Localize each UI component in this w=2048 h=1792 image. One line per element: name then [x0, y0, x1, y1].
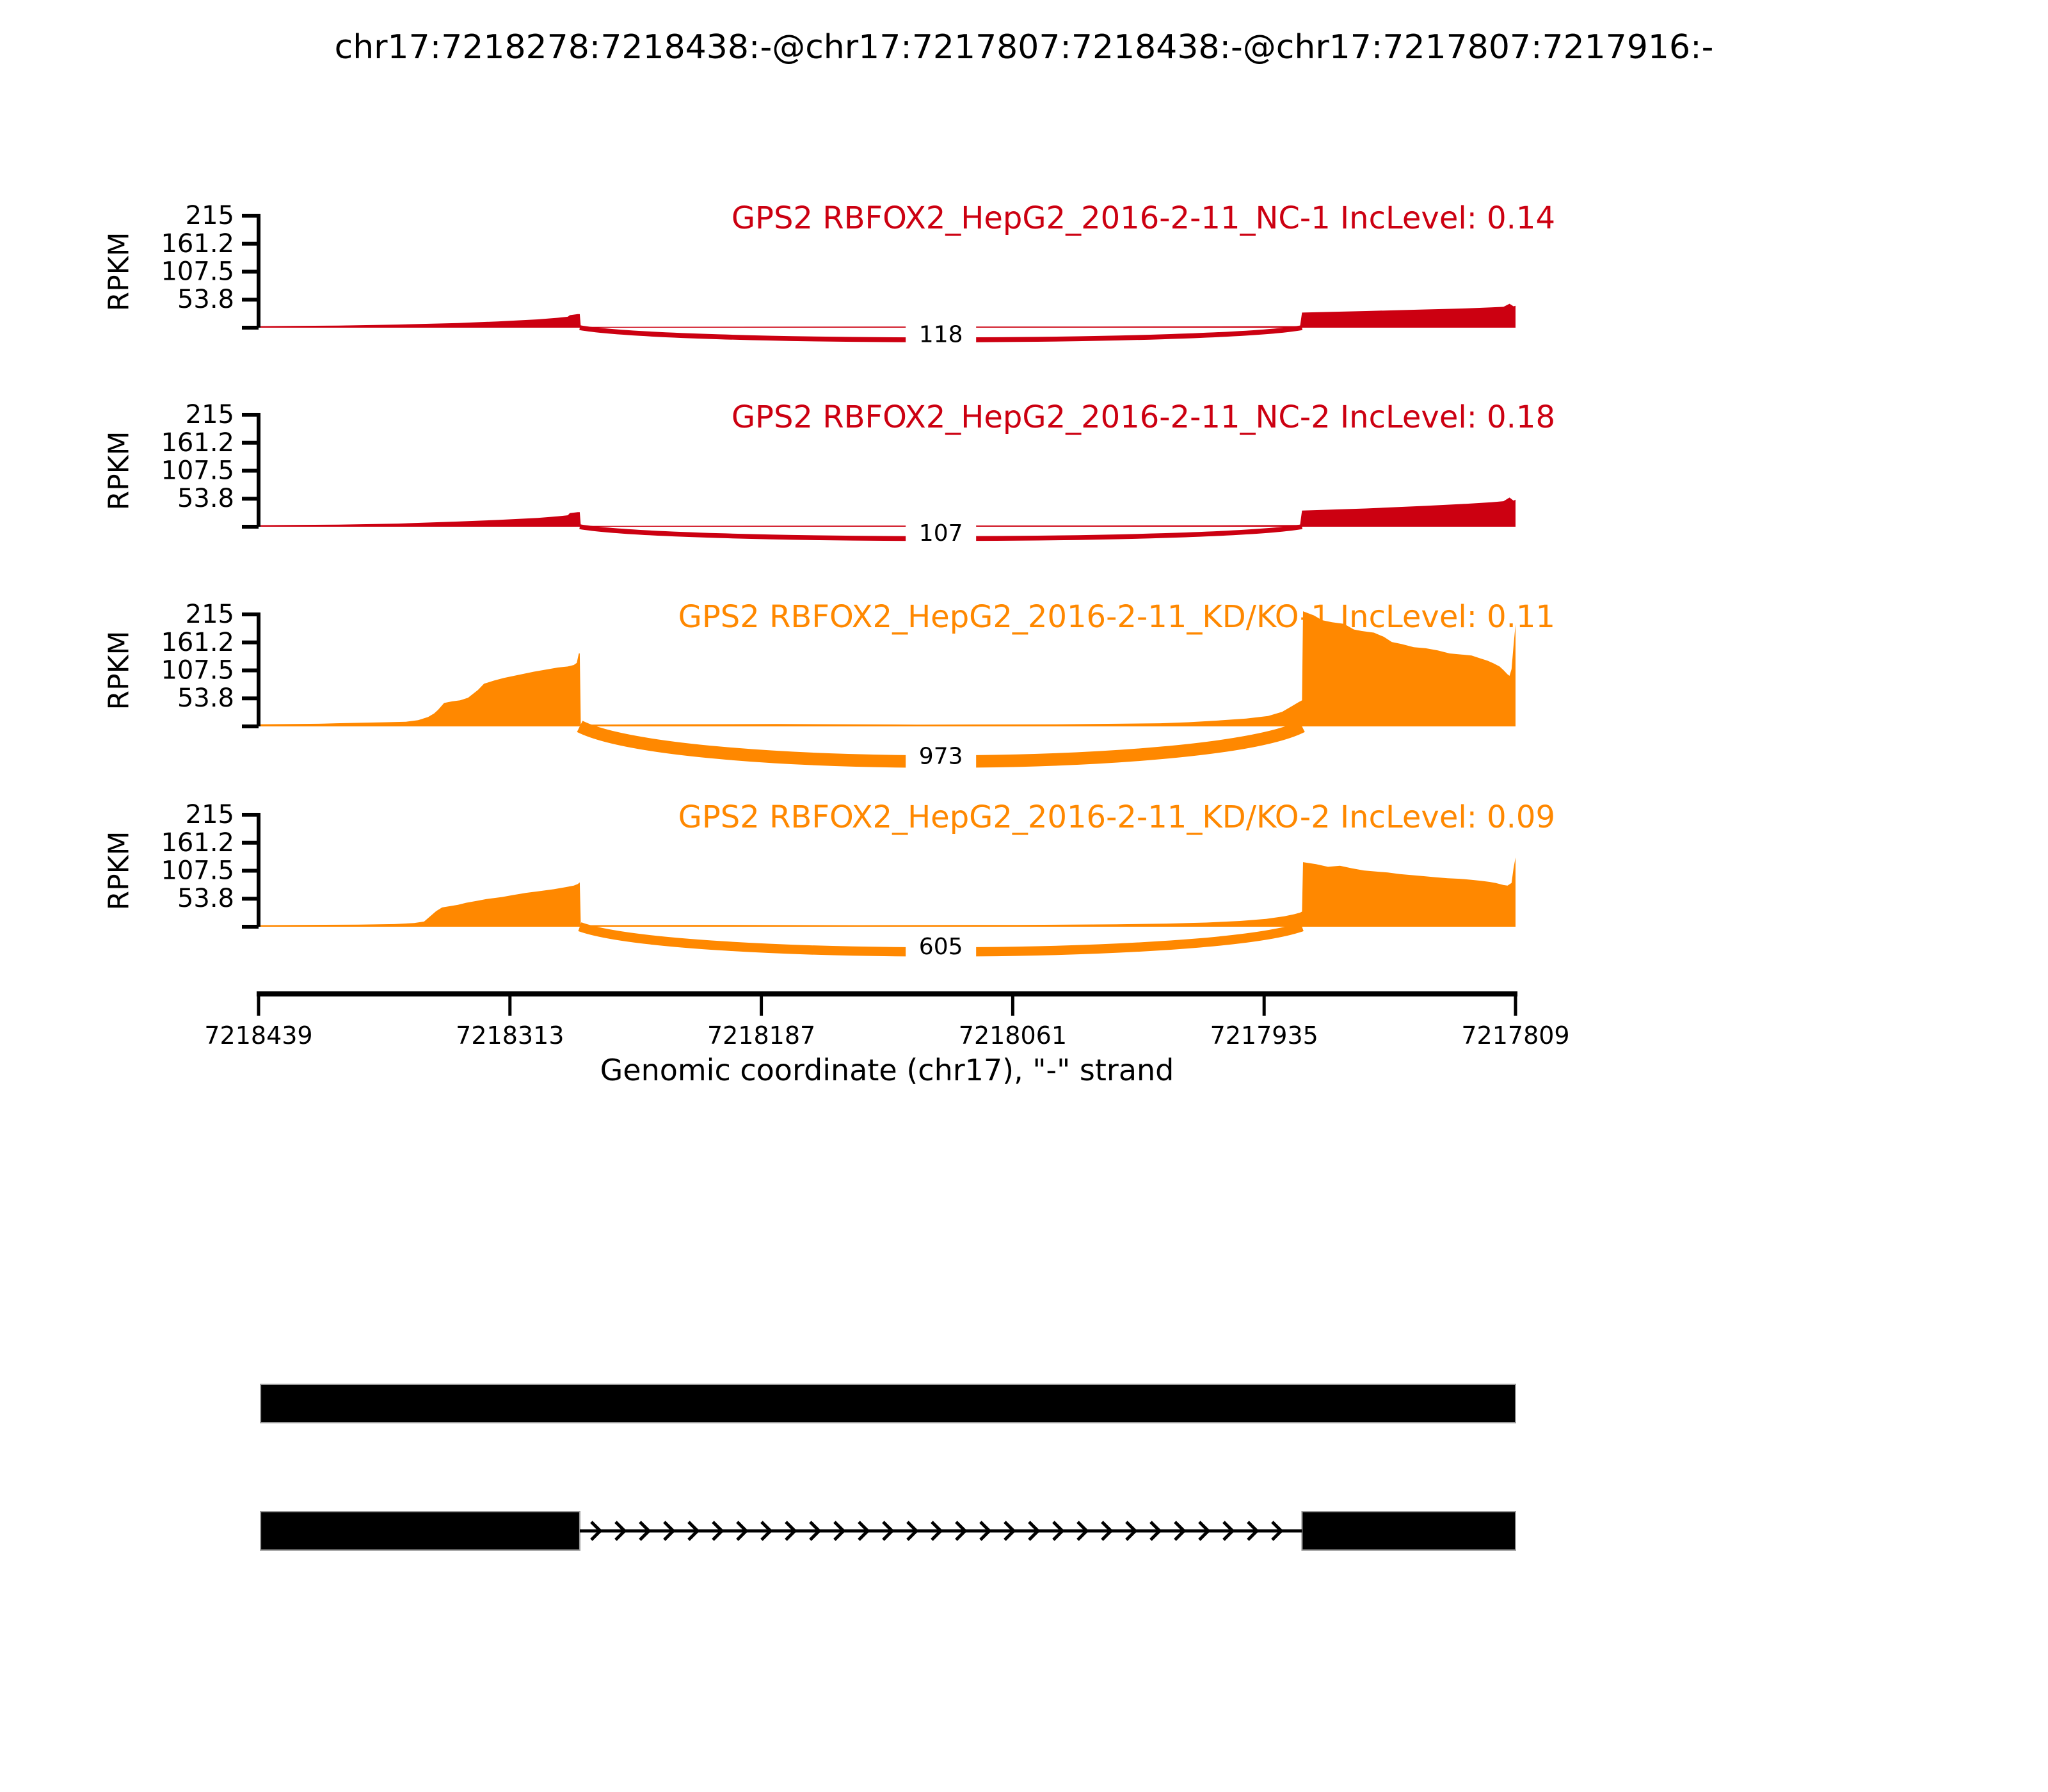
y-tick-label: 53.8	[177, 484, 234, 514]
x-tick-label: 7218313	[456, 1021, 564, 1050]
gene-model	[260, 1384, 1516, 1550]
x-axis-label: Genomic coordinate (chr17), "-" strand	[600, 1053, 1174, 1087]
sashimi-track-4	[103, 799, 1556, 963]
y-tick-label: 53.8	[177, 884, 234, 914]
transcript-1	[260, 1384, 1516, 1423]
y-axis-title: RPKM	[102, 630, 136, 710]
coverage-area	[259, 497, 1516, 527]
y-tick-label: 107.5	[161, 856, 234, 886]
y-tick-label: 215	[185, 400, 234, 429]
junction-count-label: 973	[918, 743, 963, 770]
y-tick-label: 161.2	[161, 228, 234, 259]
x-axis	[204, 994, 1569, 1050]
coverage-area	[259, 304, 1516, 328]
exon-block	[260, 1512, 580, 1550]
track-title: GPS2 RBFOX2_HepG2_2016-2-11_NC-1 IncLevel: 0.14	[731, 200, 1555, 236]
y-tick-label: 215	[185, 600, 234, 629]
y-tick-label: 161.2	[161, 627, 234, 657]
y-tick-label: 215	[185, 201, 234, 230]
x-tick-label: 7218187	[707, 1021, 816, 1050]
coverage-area	[259, 858, 1516, 927]
track-title: GPS2 RBFOX2_HepG2_2016-2-11_KD/KO-2 IncLevel: 0.09	[678, 799, 1555, 835]
y-tick-label: 107.5	[161, 257, 234, 287]
y-axis-title: RPKM	[102, 831, 136, 911]
y-axis-title: RPKM	[102, 431, 136, 511]
y-tick-label: 107.5	[161, 456, 234, 486]
sashimi-track-2	[103, 399, 1556, 550]
sashimi-track-1	[103, 200, 1556, 351]
track-title: GPS2 RBFOX2_HepG2_2016-2-11_NC-2 IncLevel: 0.18	[731, 399, 1555, 435]
sashimi-track-3	[103, 599, 1556, 773]
x-tick-label: 7218439	[204, 1021, 313, 1050]
track-title: GPS2 RBFOX2_HepG2_2016-2-11_KD/KO-1 IncLevel: 0.11	[678, 599, 1555, 635]
y-tick-label: 53.8	[177, 684, 234, 714]
y-tick-label: 161.2	[161, 828, 234, 858]
y-tick-label: 215	[185, 800, 234, 829]
x-tick-label: 7217809	[1461, 1021, 1570, 1050]
junction-count-label: 605	[918, 933, 963, 960]
x-tick-label: 7218061	[958, 1021, 1068, 1050]
y-tick-label: 53.8	[177, 285, 234, 315]
y-axis-title: RPKM	[102, 232, 136, 312]
figure-title: chr17:7218278:7218438:-@chr17:7217807:7218438:-@chr17:7217807:7217916:-	[334, 28, 1714, 67]
junction-count-label: 107	[918, 520, 963, 547]
transcript-2	[260, 1512, 1516, 1550]
junction-count-label: 118	[918, 321, 963, 348]
y-tick-label: 161.2	[161, 428, 234, 458]
x-tick-label: 7217935	[1210, 1021, 1318, 1050]
y-tick-label: 107.5	[161, 655, 234, 685]
exon-block	[1302, 1512, 1516, 1550]
exon-block	[260, 1384, 1516, 1423]
